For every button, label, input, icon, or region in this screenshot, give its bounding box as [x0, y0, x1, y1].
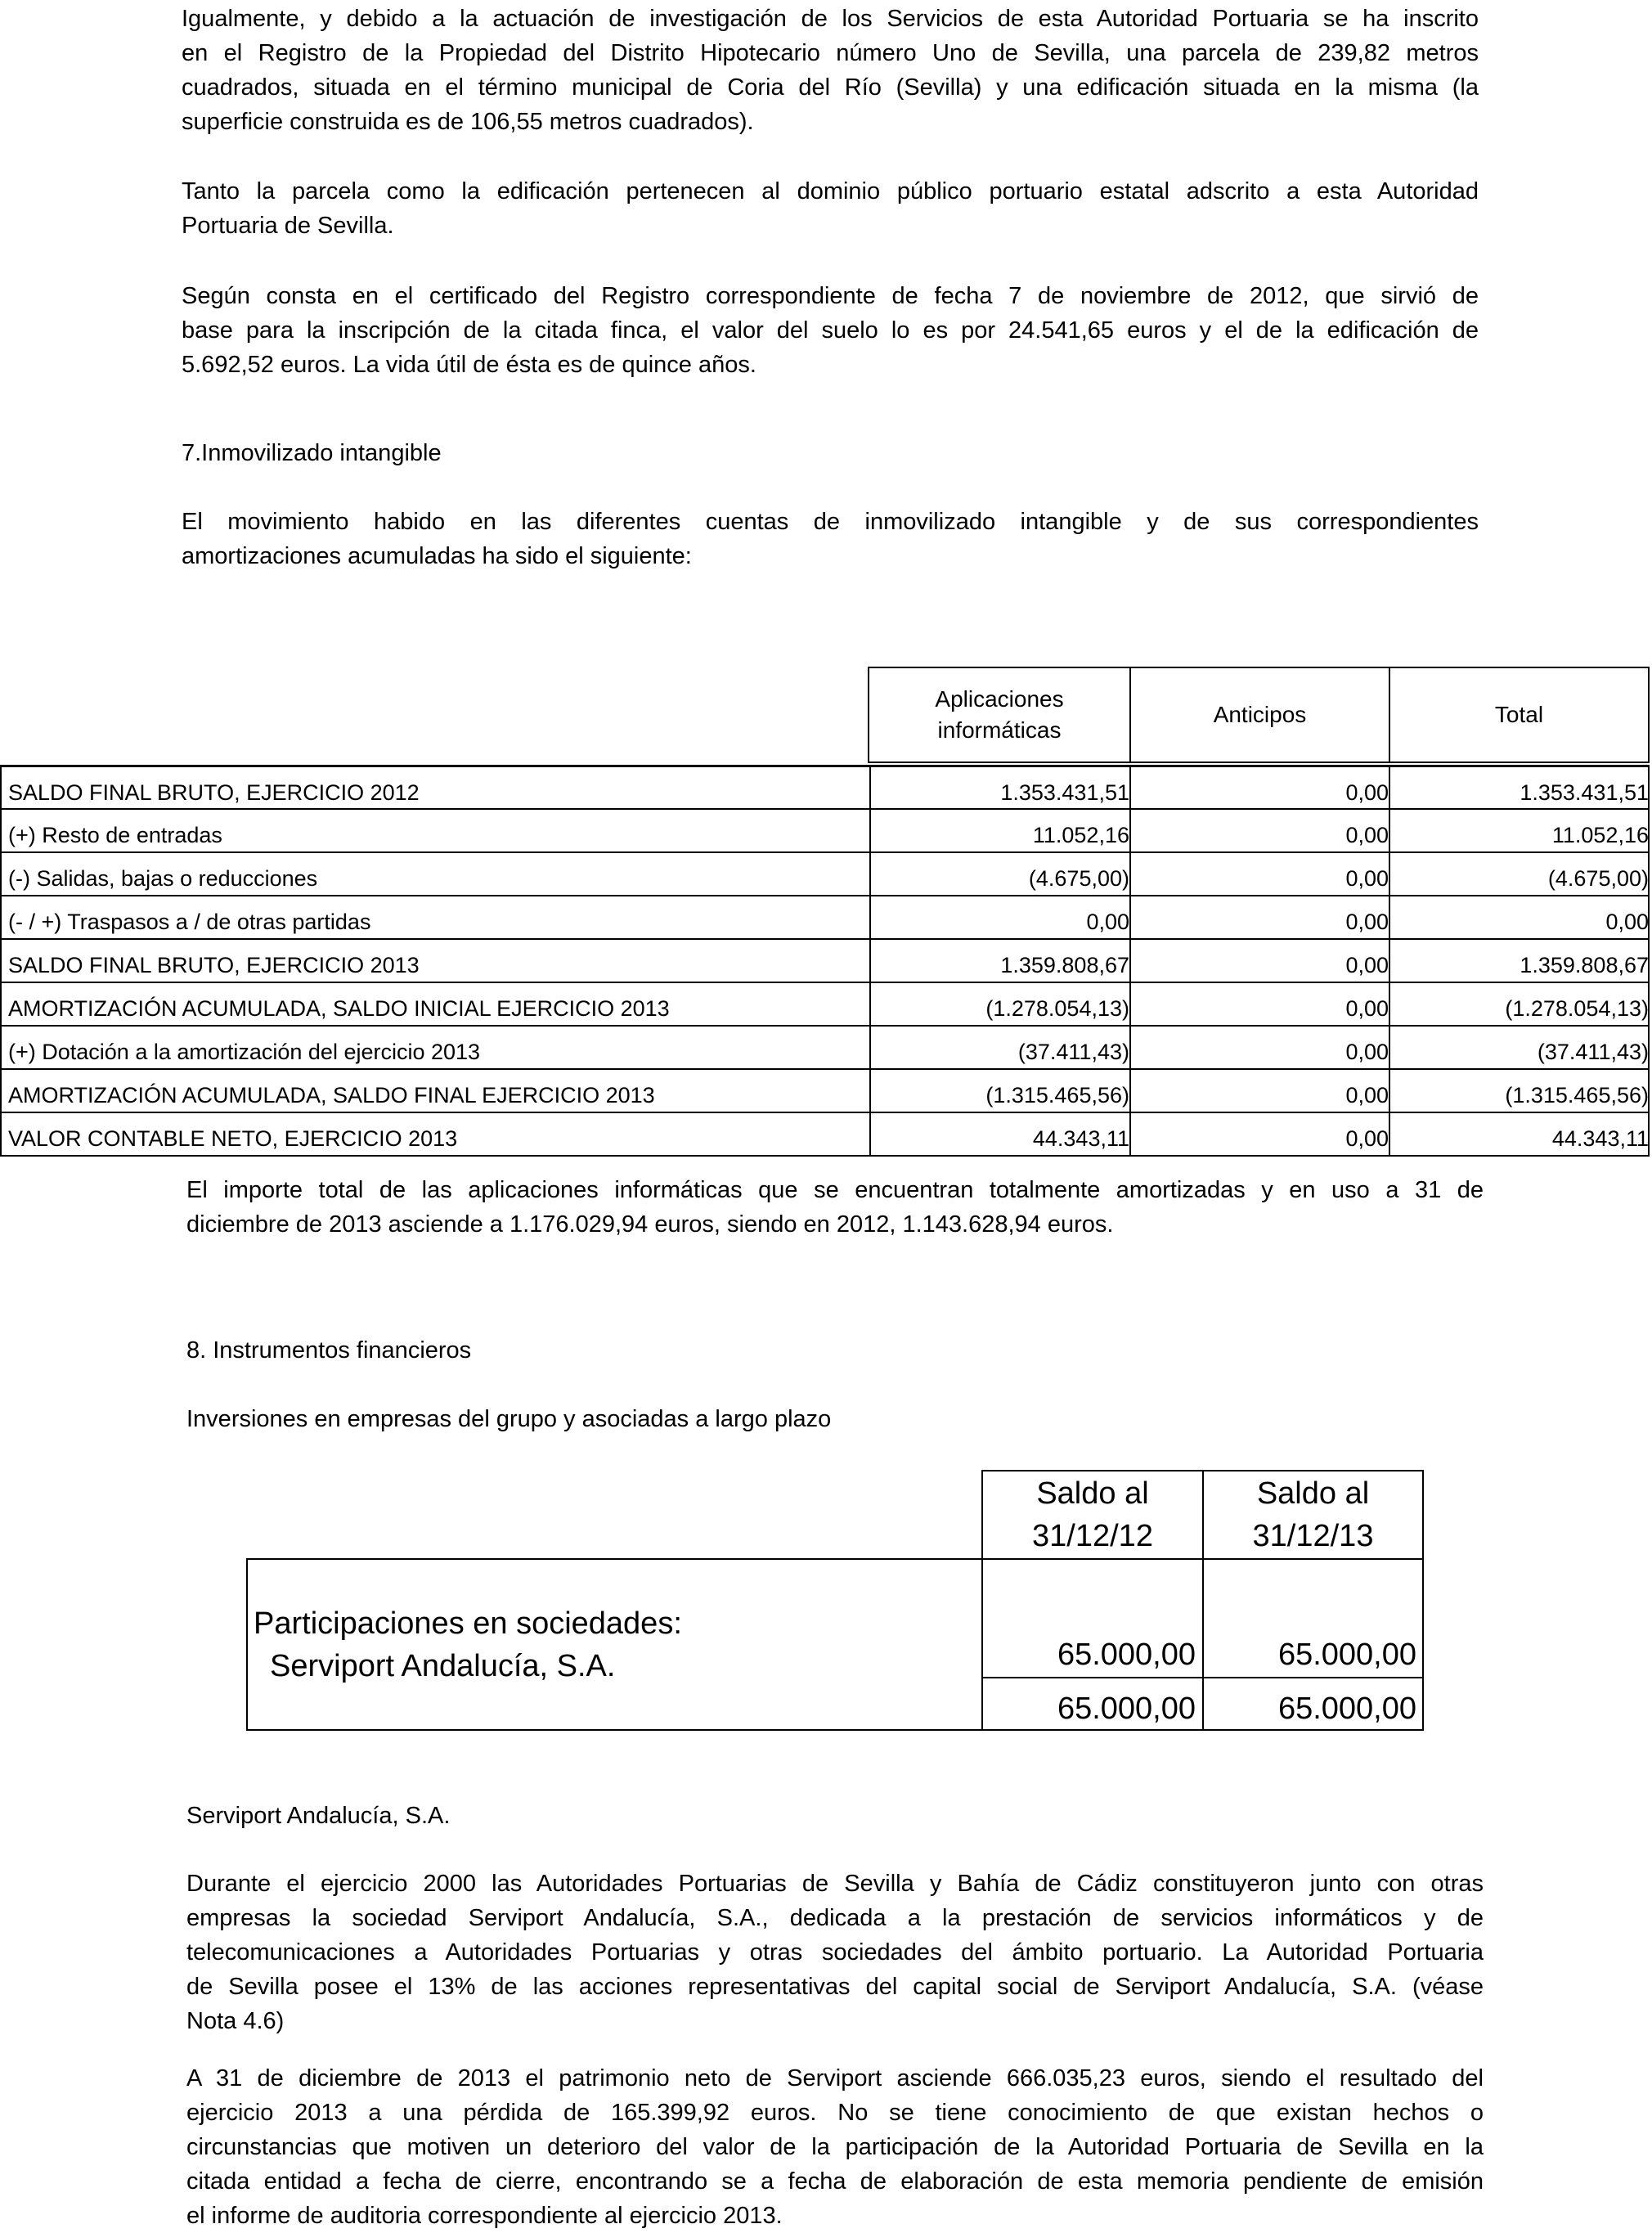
- text-line: en el Registro de la Propiedad del Distrito Hipotecario número Uno de Sevilla, una parcela de 239,82 metros: [182, 40, 1479, 66]
- text-line: Tanto la parcela como la edificación pertenecen al dominio público portuario estatal adscrito a esta Autoridad: [182, 178, 1479, 204]
- value-total: 1.353.431,51: [1389, 767, 1649, 809]
- value-total: (4.675,00): [1389, 853, 1649, 895]
- paragraph-movimiento: [182, 505, 1479, 573]
- text-line: el informe de auditoria correspondiente al ejercicio 2013.: [186, 2203, 783, 2229]
- value-aplicaciones: 1.359.808,67: [869, 940, 1129, 982]
- text-line: amortizaciones acumuladas ha sido el siguiente:: [182, 543, 692, 569]
- row-label: (- / +) Traspasos a / de otras partidas: [8, 910, 371, 934]
- value-aplicaciones: 11.052,16: [869, 810, 1129, 851]
- table-body: [0, 765, 1650, 1157]
- paragraph-aplicaciones-amortizadas: [186, 1173, 1484, 1242]
- text-line: Igualmente, y debido a la actuación de investigación de los Servicios de esta Autoridad Portuaria se ha inscrito: [182, 6, 1479, 32]
- table-row: [2, 808, 1648, 851]
- value-2013: 65.000,00: [1277, 1638, 1416, 1672]
- header-anticipos: [1131, 668, 1389, 762]
- header-total: [1390, 668, 1648, 762]
- value-anticipos: 0,00: [1129, 1070, 1389, 1112]
- row-label: AMORTIZACIÓN ACUMULADA, SALDO INICIAL EJERCICIO 2013: [8, 996, 670, 1021]
- table-border: [246, 1558, 248, 1731]
- value-anticipos: 0,00: [1129, 1027, 1389, 1068]
- value-total: 1.359.808,67: [1389, 940, 1649, 982]
- table-border: [246, 1558, 1424, 1560]
- row-label: SALDO FINAL BRUTO, EJERCICIO 2012: [8, 780, 420, 805]
- value-aplicaciones: 1.353.431,51: [869, 767, 1129, 809]
- table-header: [868, 667, 1650, 763]
- section-heading-instrumentos-financieros: 8. Instrumentos financieros: [186, 1337, 472, 1364]
- text-line: Nota 4.6): [186, 2008, 285, 2034]
- header-line: Aplicaciones: [935, 686, 1064, 712]
- intangible-assets-table: [0, 667, 1652, 1157]
- value-total: 44.343,11: [1389, 1113, 1649, 1155]
- value-anticipos: 0,00: [1129, 896, 1389, 938]
- row-label: AMORTIZACIÓN ACUMULADA, SALDO FINAL EJERCICIO 2013: [8, 1083, 655, 1108]
- value-anticipos: 0,00: [1129, 940, 1389, 982]
- value-2012: 65.000,00: [1057, 1638, 1196, 1672]
- row-label: SALDO FINAL BRUTO, EJERCICIO 2013: [8, 953, 420, 977]
- header-line: informáticas: [937, 717, 1062, 743]
- value-anticipos: 0,00: [1129, 767, 1389, 809]
- text-line: telecomunicaciones a Autoridades Portuarias y otras sociedades del ámbito portuario. La Autoridad Portuaria: [186, 1939, 1484, 1966]
- text-line: diciembre de 2013 asciende a 1.176.029,94 euros, siendo en 2012, 1.143.628,94 euros.: [186, 1211, 1114, 1238]
- value-anticipos: 0,00: [1129, 983, 1389, 1025]
- header-line: Anticipos: [1213, 702, 1307, 727]
- row-label: VALOR CONTABLE NETO, EJERCICIO 2013: [8, 1126, 458, 1151]
- table-border: [981, 1677, 1424, 1678]
- total-2012: 65.000,00: [1057, 1692, 1196, 1726]
- table-row: [2, 1068, 1648, 1112]
- value-total: (1.315.465,56): [1389, 1070, 1649, 1112]
- table-row: [2, 895, 1648, 938]
- text-line: Portuaria de Sevilla.: [182, 213, 394, 239]
- value-aplicaciones: (37.411,43): [869, 1027, 1129, 1068]
- text-line: circunstancias que motiven un deterioro del valor de la participación de la Autoridad Portuaria de Sevilla en la: [186, 2134, 1484, 2160]
- row-label-serviport: Serviport Andalucía, S.A.: [270, 1649, 616, 1683]
- value-aplicaciones: (1.315.465,56): [869, 1070, 1129, 1112]
- paragraph-serviport-patrimonio: [186, 2061, 1484, 2233]
- table-row: [2, 938, 1648, 982]
- text-line: A 31 de diciembre de 2013 el patrimonio neto de Serviport asciende 666.035,23 euros, siendo el resultado del: [186, 2065, 1484, 2091]
- value-aplicaciones: 0,00: [869, 896, 1129, 938]
- table-row: [2, 1112, 1648, 1155]
- text-line: citada entidad a fecha de cierre, encontrando se a fecha de elaboración de esta memoria pendiente de emisión: [186, 2168, 1484, 2195]
- text-line: cuadrados, situada en el término municipal de Coria del Río (Sevilla) y una edificación situada en la misma (la: [182, 74, 1479, 101]
- value-anticipos: 0,00: [1129, 810, 1389, 851]
- text-line: base para la inscripción de la citada finca, el valor del suelo lo es por 24.541,65 euros y el de la edificación de: [182, 317, 1479, 344]
- row-label: (-) Salidas, bajas o reducciones: [8, 866, 318, 891]
- text-line: Según consta en el certificado del Registro correspondiente de fecha 7 de noviembre de 2012, que sirvió de: [182, 283, 1479, 309]
- header-aplicaciones-informaticas: [869, 668, 1129, 762]
- value-anticipos: 0,00: [1129, 853, 1389, 895]
- row-label: (+) Resto de entradas: [8, 823, 222, 847]
- header-line: Saldo al: [1036, 1476, 1149, 1511]
- table-row: [2, 765, 1648, 808]
- text-line: 5.692,52 euros. La vida útil de ésta es de quince años.: [182, 352, 756, 378]
- paragraph-parcela: [182, 2, 1479, 139]
- value-total: 0,00: [1389, 896, 1649, 938]
- subheading-inversiones-empresas: Inversiones en empresas del grupo y asociadas a largo plazo: [186, 1406, 832, 1432]
- text-line: Durante el ejercicio 2000 las Autoridades Portuarias de Sevilla y Bahía de Cádiz constituyeron junto con otras: [186, 1871, 1484, 1897]
- table-row: [2, 851, 1648, 895]
- header-saldo-2013: [1204, 1472, 1422, 1557]
- value-total: (1.278.054,13): [1389, 983, 1649, 1025]
- value-anticipos: 0,00: [1129, 1113, 1389, 1155]
- header-line: 31/12/13: [1252, 1519, 1374, 1553]
- table-row: [2, 1025, 1648, 1068]
- subheading-serviport: Serviport Andalucía, S.A.: [186, 1803, 451, 1829]
- table-row: [2, 982, 1648, 1025]
- paragraph-certificado-registro: [182, 279, 1479, 382]
- header-saldo-2012: [983, 1472, 1202, 1557]
- paragraph-serviport-constitucion: [186, 1867, 1484, 2038]
- text-line: superficie construida es de 106,55 metros cuadrados).: [182, 109, 754, 135]
- total-2013: 65.000,00: [1277, 1692, 1416, 1726]
- header-line: Saldo al: [1256, 1476, 1370, 1511]
- header-line: 31/12/12: [1032, 1519, 1153, 1553]
- section-heading-inmovilizado-intangible: 7.Inmovilizado intangible: [182, 440, 442, 466]
- value-aplicaciones: 44.343,11: [869, 1113, 1129, 1155]
- row-label: (+) Dotación a la amortización del ejercicio 2013: [8, 1040, 481, 1064]
- text-line: El importe total de las aplicaciones informáticas que se encuentran totalmente amortizadas y en uso a 31 de: [186, 1177, 1484, 1203]
- header-line: Total: [1494, 702, 1544, 727]
- text-line: empresas la sociedad Serviport Andalucía, S.A., dedicada a la prestación de servicios informáticos y de: [186, 1905, 1484, 1931]
- table-border: [1422, 1470, 1424, 1730]
- text-line: de Sevilla posee el 13% de las acciones representativas del capital social de Serviport Andalucía, S.A. (véase: [186, 1974, 1484, 2000]
- value-aplicaciones: (4.675,00): [869, 853, 1129, 895]
- value-total: 11.052,16: [1389, 810, 1649, 851]
- text-line: ejercicio 2013 a una pérdida de 165.399,92 euros. No se tiene conocimiento de que existan hechos o: [186, 2100, 1484, 2126]
- paragraph-dominio-publico: [182, 174, 1479, 243]
- value-total: (37.411,43): [1389, 1027, 1649, 1068]
- text-line: El movimiento habido en las diferentes cuentas de inmovilizado intangible y de sus correspondientes: [182, 509, 1479, 535]
- row-label-participaciones: Participaciones en sociedades:: [254, 1606, 682, 1641]
- value-aplicaciones: (1.278.054,13): [869, 983, 1129, 1025]
